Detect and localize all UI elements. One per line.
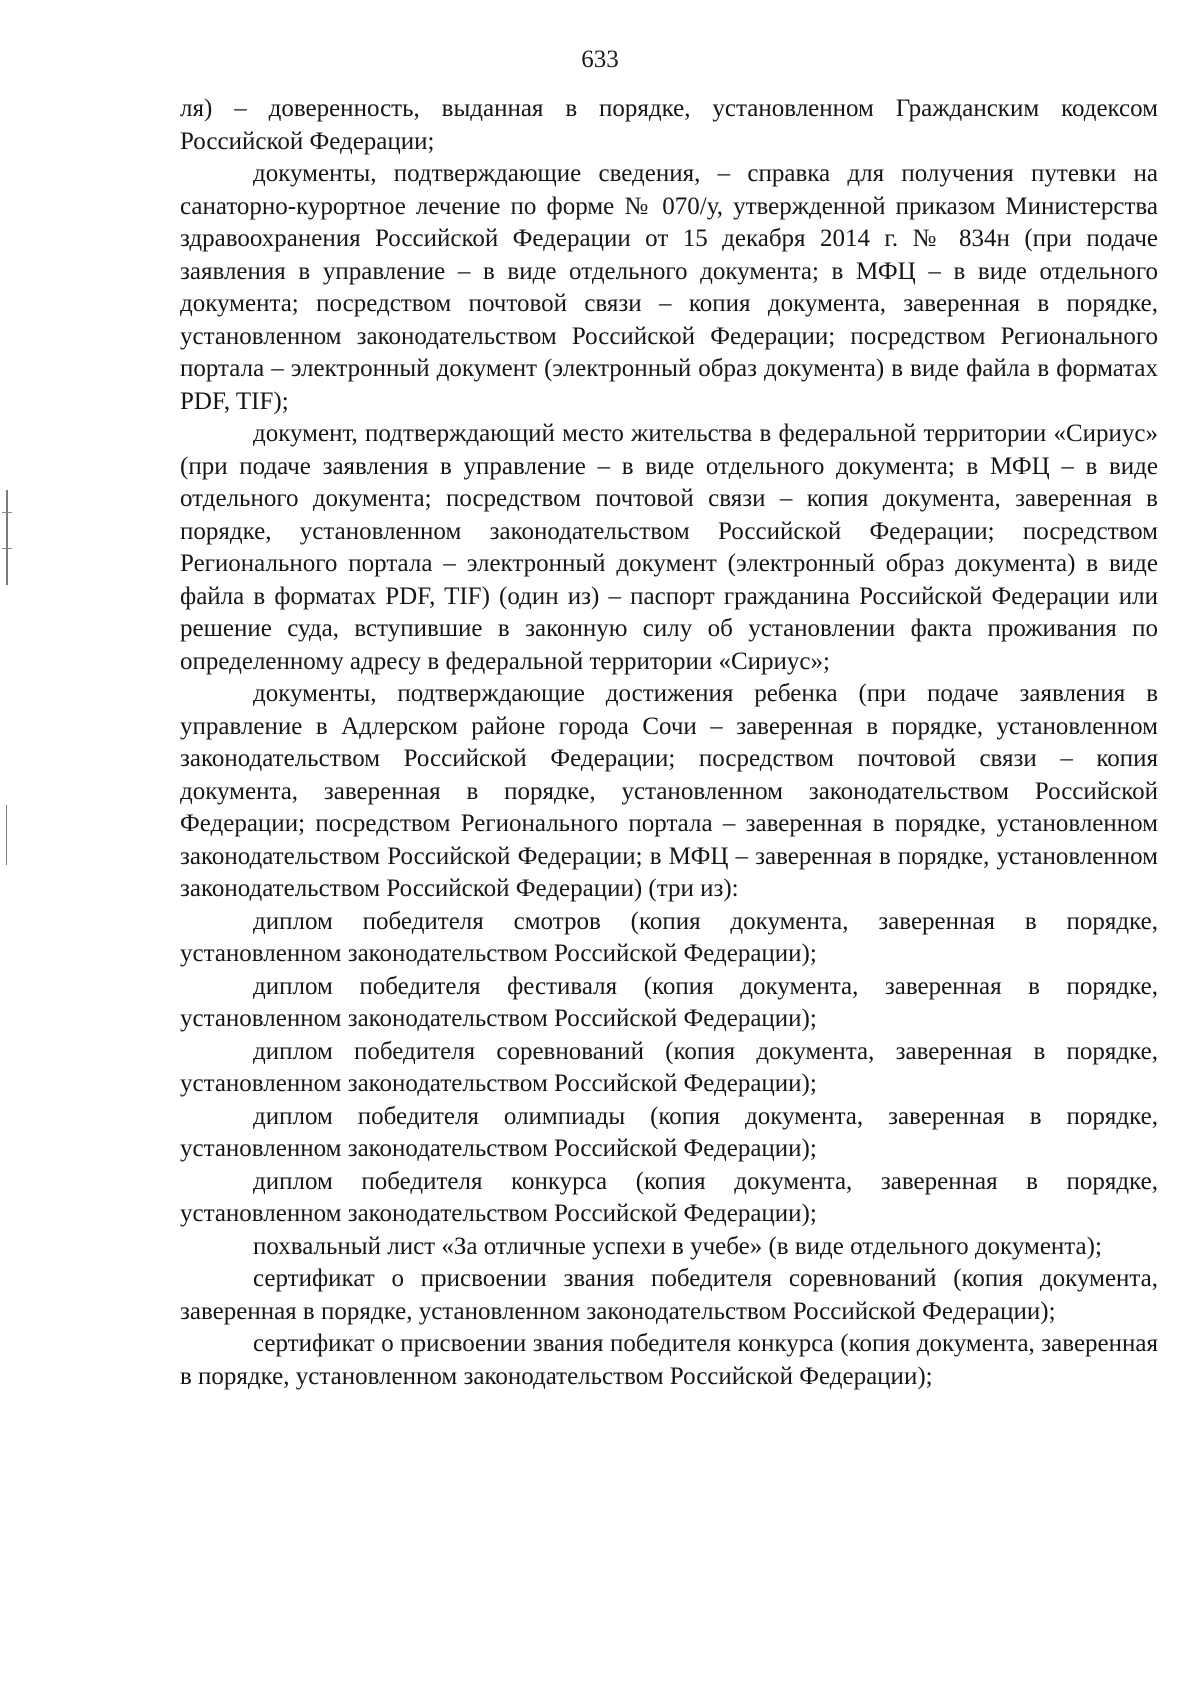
scan-margin-mark: [6, 490, 8, 585]
paragraph-8: диплом победителя олимпиады (копия документа, заверенная в порядке, установленном законодательством Российской Федерации);: [180, 1102, 1158, 1162]
scan-margin-tick: [2, 512, 12, 513]
paragraph-12: сертификат о присвоении звания победителя конкурса (копия документа, заверенная в порядке, установленном законодательством Российской Федерации);: [180, 1330, 1158, 1390]
scan-margin-tick: [2, 548, 12, 549]
paragraph-4: документы, подтверждающие достижения ребенка (при подаче заявления в управление в Адлерском районе города Сочи – заверенная в порядке, установленном законодательством Российской Федерации; посредством почтовой связи – копия документа, заверенная в порядке, установленном законодательством Российской Федерации; посредством Регионального портала – заверенная в порядке, установленном законодательством Российской Федерации; в МФЦ – заверенная в порядке, установленном законодательством Российской Федерации) (три из):: [180, 680, 1158, 902]
document-body: [180, 93, 1158, 1393]
paragraph-1: ля) – доверенность, выданная в порядке, установленном Гражданским кодексом Российской Федерации;: [180, 95, 1158, 155]
scan-margin-mark: [6, 805, 7, 865]
paragraph-2: документы, подтверждающие сведения, – справка для получения путевки на санаторно-курортное лечение по форме № 070/у, утвержденной приказом Министерства здравоохранения Российской Федерации от 15 декабря 2014 г. № 834н (при подаче заявления в управление – в виде отдельного документа; в МФЦ – в виде отдельного документа; посредством почтовой связи – копия документа, заверенная в порядке, установленном законодательством Российской Федерации; посредством Регионального портала – электронный документ (электронный образ документа) в виде файла в форматах PDF, TIF);: [180, 160, 1158, 415]
page-number: 633: [581, 46, 619, 73]
paragraph-7: диплом победителя соревнований (копия документа, заверенная в порядке, установленном законодательством Российской Федерации);: [180, 1037, 1158, 1097]
paragraph-11: сертификат о присвоении звания победителя соревнований (копия документа, заверенная в порядке, установленном законодательством Российской Федерации);: [180, 1265, 1158, 1325]
paragraph-6: диплом победителя фестиваля (копия документа, заверенная в порядке, установленном законодательством Российской Федерации);: [180, 972, 1158, 1032]
paragraph-5: диплом победителя смотров (копия документа, заверенная в порядке, установленном законодательством Российской Федерации);: [180, 907, 1158, 967]
paragraph-9: диплом победителя конкурса (копия документа, заверенная в порядке, установленном законодательством Российской Федерации);: [180, 1167, 1158, 1227]
paragraph-3: документ, подтверждающий место жительства в федеральной территории «Сириус» (при подаче заявления в управление – в виде отдельного документа; в МФЦ – в виде отдельного документа; посредством почтовой связи – копия документа, заверенная в порядке, установленном законодательством Российской Федерации; посредством Регионального портала – электронный документ (электронный образ документа) в виде файла в форматах PDF, TIF) (один из) – паспорт гражданина Российской Федерации или решение суда, вступившие в законную силу об установлении факта проживания по определенному адресу в федеральной территории «Сириус»;: [180, 420, 1158, 675]
paragraph-10: похвальный лист «За отличные успехи в учебе» (в виде отдельного документа);: [253, 1232, 1102, 1260]
